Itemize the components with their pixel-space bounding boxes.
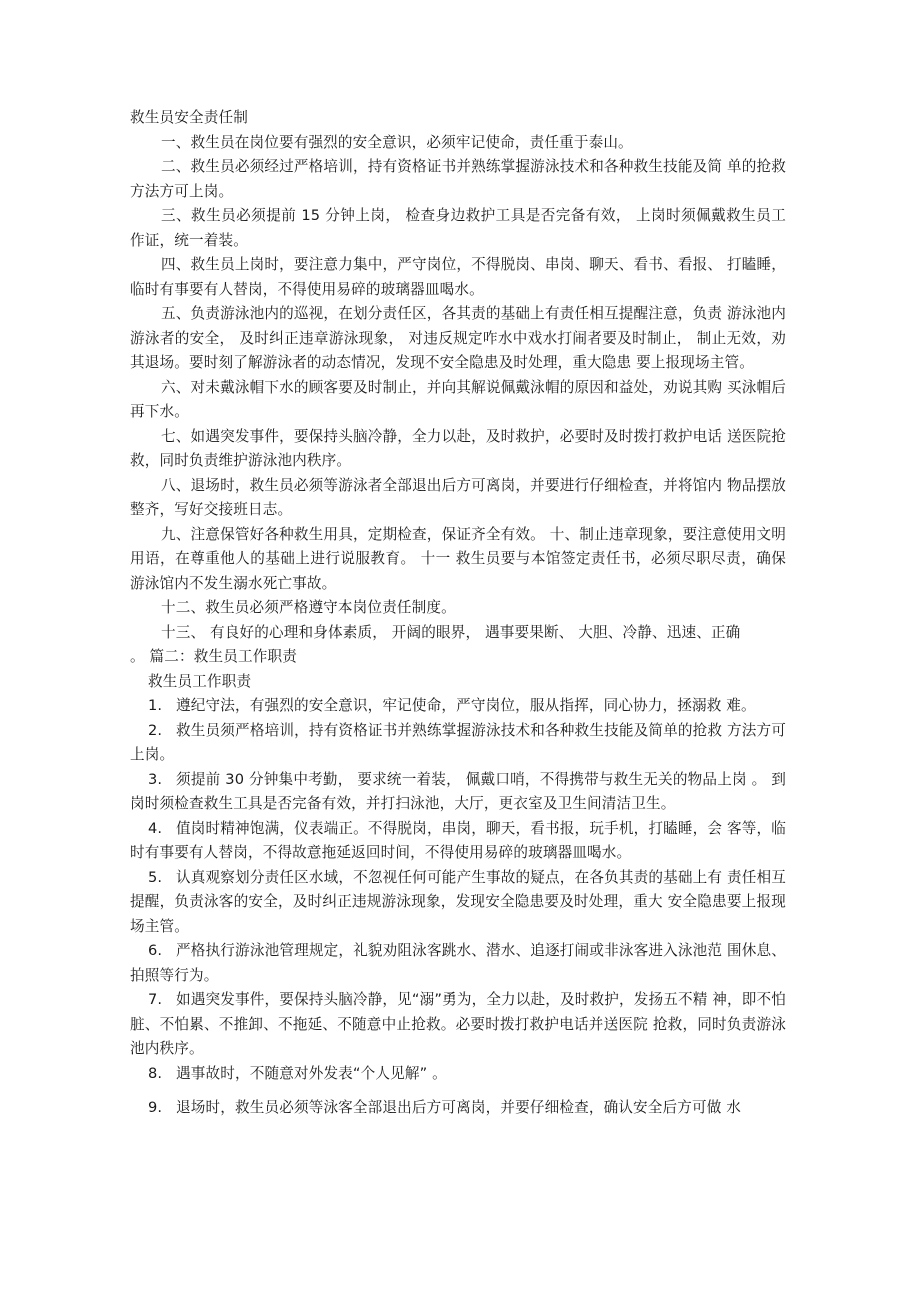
document-title: 救生员安全责任制	[130, 109, 248, 126]
duty-item-1	[130, 694, 786, 719]
duty-text: 救生员须严格培训，持有资格证书并熟练掌握游泳技术和各种救生技能及简单的抢救 方法方可上岗。	[130, 721, 786, 763]
duty-number: 2.	[148, 721, 163, 739]
duty-number: 7.	[148, 991, 163, 1008]
duty-number: 4.	[148, 819, 163, 837]
rule-5: 五、负责游泳池内的巡视，在划分责任区，各其责的基础上有责任相互提醒注意，负责 游泳池内游泳者的安全， 及时纠正违章游泳现象， 对违反规定咋水中戏水打闹者要及时制止， 制止无效，劝其退场。要时刻了解游泳者的动态情况，发现不安全隐患及时处理，重大隐患 要上报现场主管。	[130, 305, 786, 371]
duty-item-9	[130, 1096, 786, 1121]
rule-1: 一、救生员在岗位要有强烈的安全意识，必须牢记使命，责任重于泰山。	[161, 133, 633, 151]
duty-item-4	[130, 817, 786, 866]
rule-6: 六、对未戴泳帽下水的顾客要及时制止，并向其解说佩戴泳帽的原因和益处，劝说其购 买泳帽后再下水。	[130, 378, 786, 420]
duty-number: 3.	[148, 770, 163, 788]
rule-3: 三、救生员必须提前 15 分钟上岗， 检查身边救护工具是否完备有效， 上岗时须佩戴救生员工作证，统一着装。	[130, 207, 786, 249]
rule-8: 八、退场时，救生员必须等游泳者全部退出后方可离岗，并要进行仔细检查，并将馆内 物品摆放整齐，写好交接班日志。	[130, 476, 786, 518]
duty-number: 1.	[148, 697, 163, 714]
rule-7: 七、如遇突发事件，要保持头脑冷静，全力以赴，及时救护，必要时及时拨打救护电话 送医院抢救，同时负责维护游泳池内秩序。	[130, 427, 786, 469]
duty-number: 6.	[148, 942, 163, 959]
duty-number: 9.	[148, 1099, 163, 1116]
rule-12: 十二、救生员必须严格遵守本岗位责任制度。	[161, 599, 456, 616]
duty-text: 退场时，救生员必须等泳客全部退出后方可离岗，并要仔细检查，确认安全后方可做 水	[176, 1099, 742, 1116]
rule-2: 二、救生员必须经过严格培训，持有资格证书并熟练掌握游泳技术和各种救生技能及简 单的抢救方法方可上岗。	[130, 158, 786, 200]
duty-text: 须提前 30 分钟集中考勤， 要求统一着装， 佩戴口哨，不得携带与救生无关的物品上岗 。 到岗时须检查救生工具是否完备有效，并打扫泳池，大厅，更衣室及卫生间清洁卫生。	[130, 770, 786, 812]
duty-number: 5.	[148, 868, 163, 886]
section-subtitle: 救生员工作职责	[148, 672, 252, 690]
section-break: 。 篇二：救生员工作职责	[130, 648, 297, 665]
duty-text: 认真观察划分责任区水域，不忽视任何可能产生事故的疑点，在各负其责的基础上有 责任相互提醒，负责泳客的安全，及时纠正违规游泳现象，发现安全隐患要及时处理，重大 安全隐患要上报现场主管。	[130, 868, 786, 935]
rule-4: 四、救生员上岗时，要注意力集中，严守岗位，不得脱岗、串岗、聊天、看书、看报、 打瞌睡，临时有事要有人替岗，不得使用易碎的玻璃器皿喝水。	[130, 256, 786, 298]
rule-9-10-11: 九、注意保管好各种救生用具，定期检查，保证齐全有效。 十、制止违章现象，要注意使用文明用语，在尊重他人的基础上进行说服教育。 十一 救生员要与本馆签定责任书，必须尽职尽责，确保游泳馆内不发生溺水死亡事故。	[130, 525, 786, 592]
duty-item-8	[130, 1062, 786, 1087]
rule-13: 十三、 有良好的心理和身体素质， 开阔的眼界， 遇事要果断、 大胆、冷静、迅速、正确	[161, 623, 741, 641]
duty-text: 值岗时精神饱满，仪表端正。不得脱岗，串岗，聊天，看书报，玩手机，打瞌睡，会 客等，临时有事要有人替岗，不得故意拖延返回时间，不得使用易碎的玻璃器皿喝水。	[130, 819, 786, 861]
spacer	[130, 1086, 786, 1096]
duty-text: 遇事故时，不随意对外发表“个人见解” 。	[176, 1064, 447, 1082]
duty-text: 遵纪守法，有强烈的安全意识，牢记使命，严守岗位，服从指挥，同心协力，拯溺救 难。	[176, 697, 756, 714]
duty-item-7	[130, 988, 786, 1062]
duty-item-6	[130, 939, 786, 988]
document-body	[130, 106, 786, 1121]
duty-item-3	[130, 768, 786, 817]
duty-text: 如遇突发事件，要保持头脑冷静，见“溺”勇为，全力以赴，及时救护，发扬五不精 神，即不怕脏、不怕累、不推卸、不拖延、不随意中止抢救。必要时拨打救护电话并送医院 抢救，同时负责游泳池内秩序。	[130, 991, 786, 1057]
duty-item-2	[130, 719, 786, 768]
duty-number: 8.	[148, 1064, 163, 1082]
duty-text: 严格执行游泳池管理规定，礼貌劝阻泳客跳水、潜水、追逐打闹或非泳客进入泳池范 围休息、拍照等行为。	[130, 942, 786, 984]
duty-item-5	[130, 866, 786, 940]
